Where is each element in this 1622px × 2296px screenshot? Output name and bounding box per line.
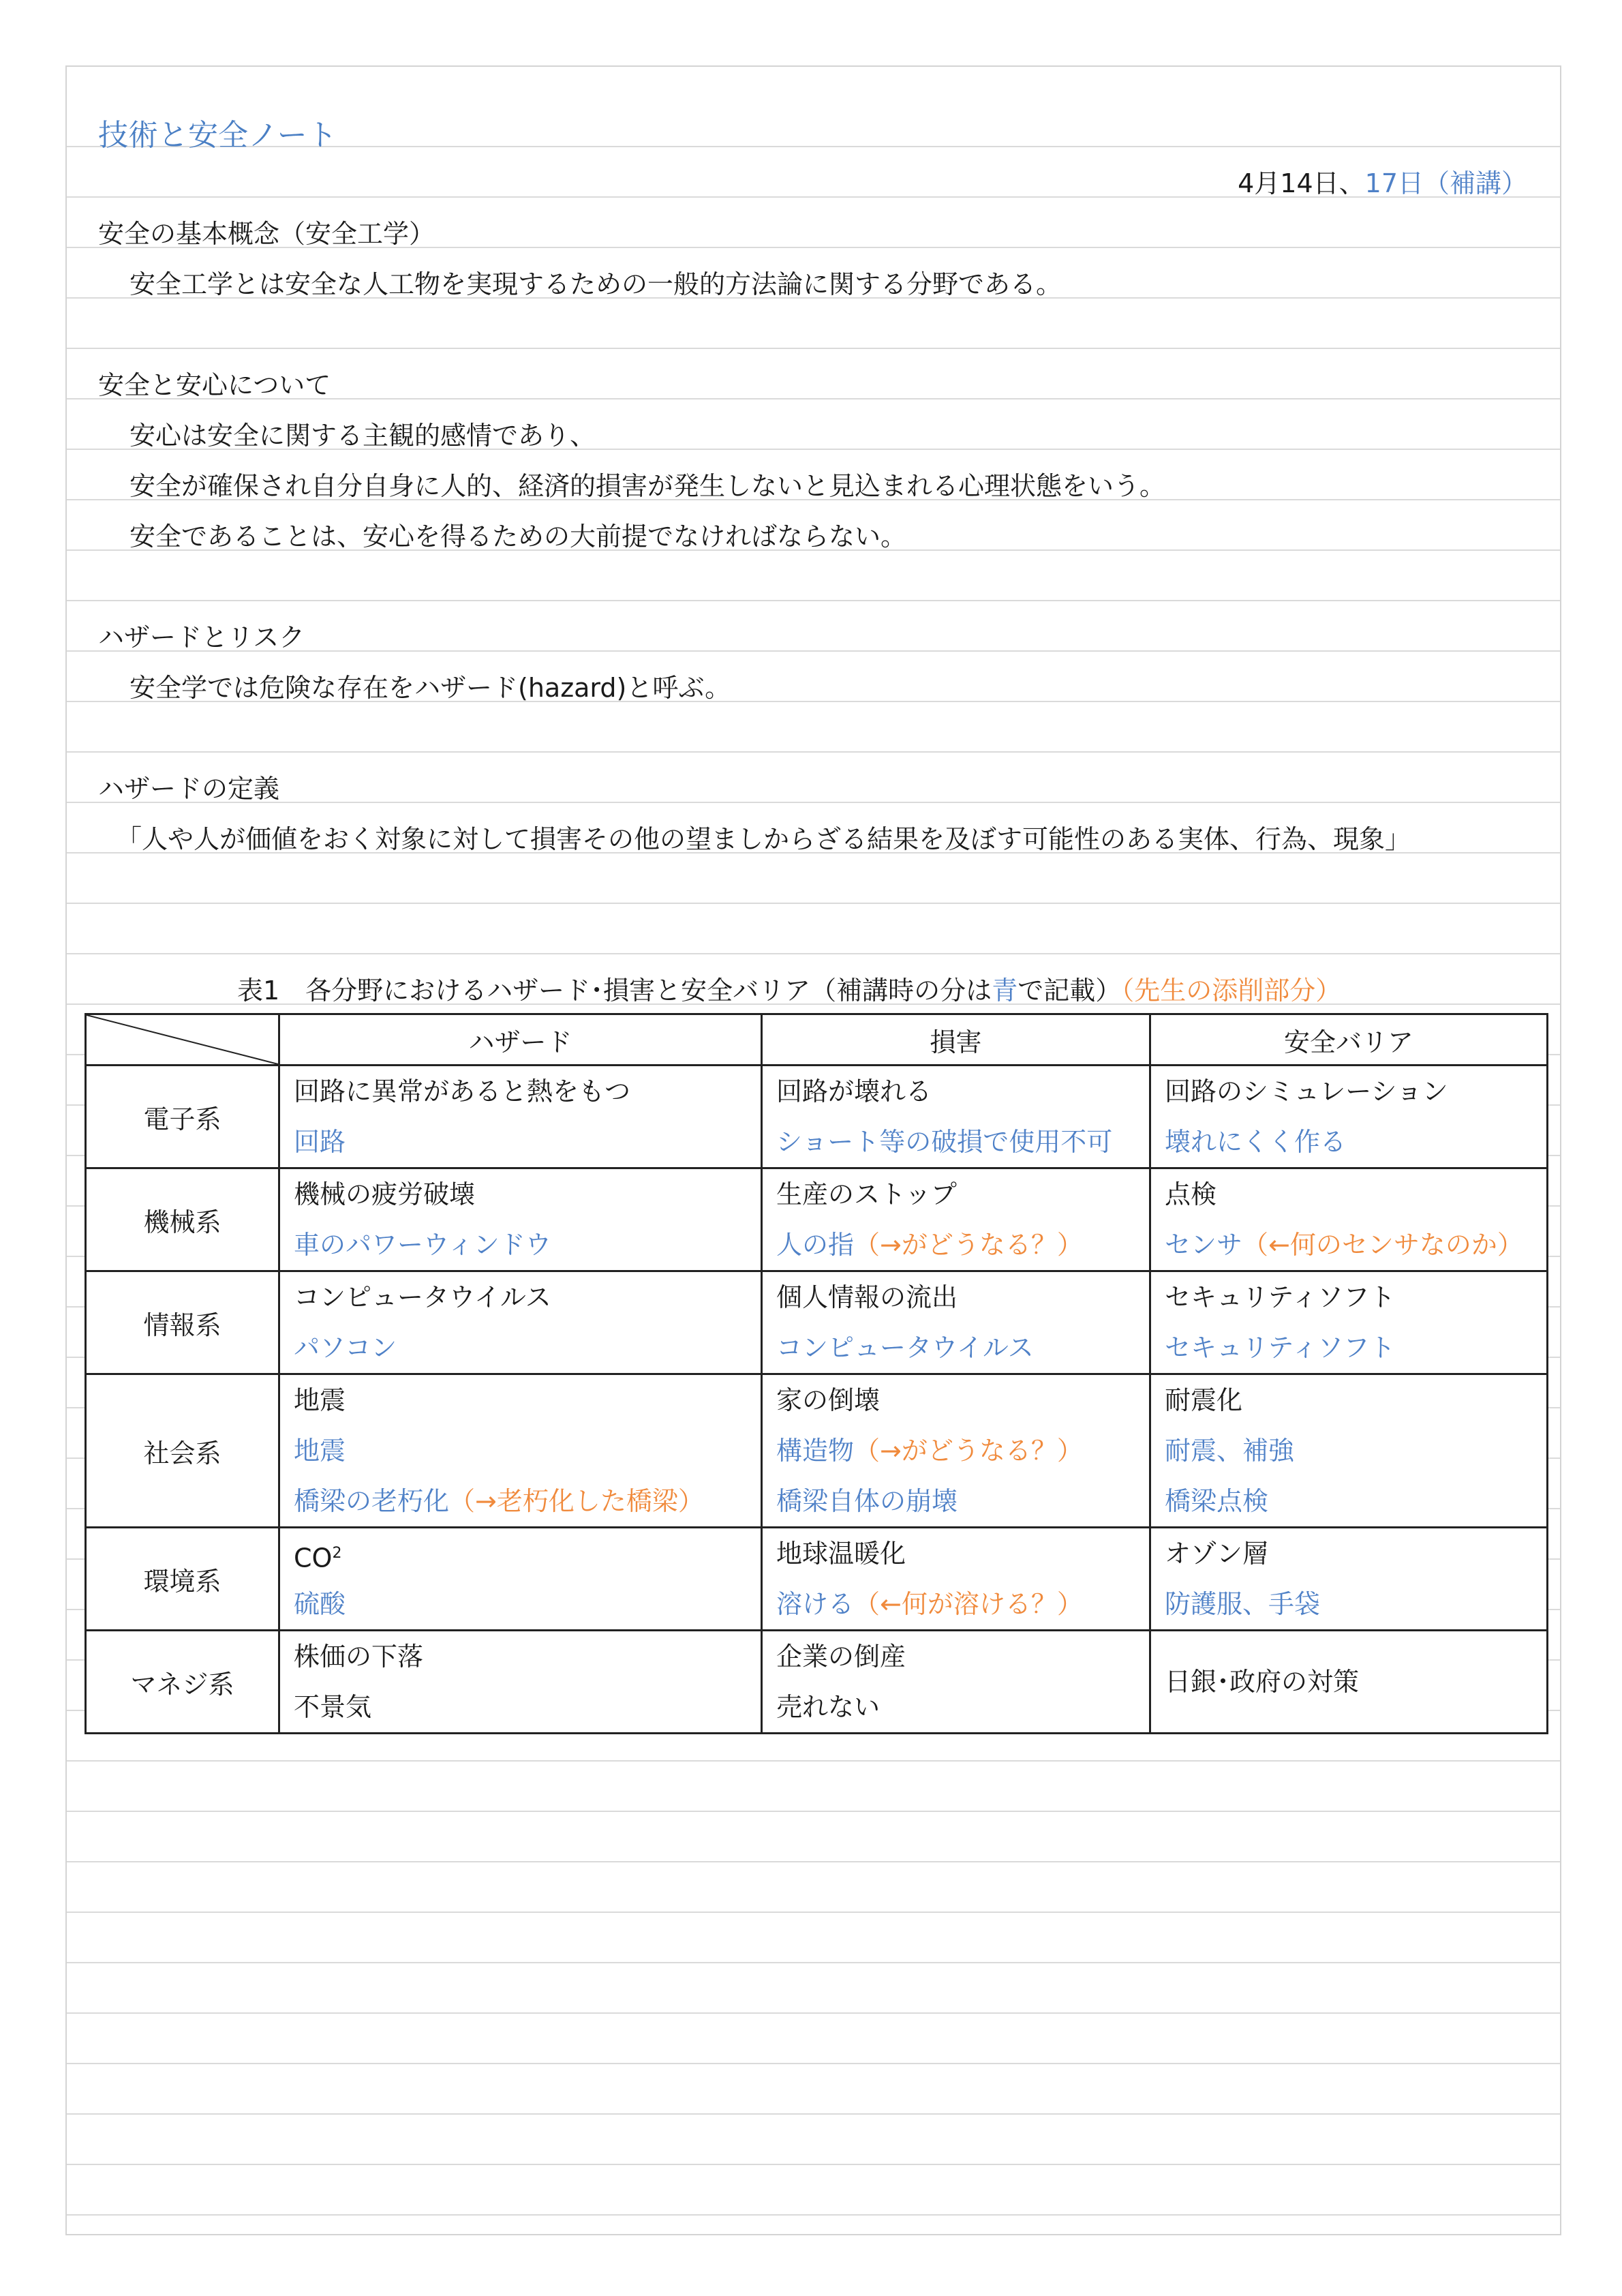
subscript-number: 2 — [332, 1545, 342, 1562]
barrier-cell — [1150, 1066, 1548, 1168]
cell-line — [776, 1579, 1135, 1629]
hazard-cell — [279, 1631, 762, 1734]
table-row — [86, 1374, 1548, 1528]
section-heading: ハザードとリスク — [98, 622, 305, 652]
ruled-line — [67, 600, 1560, 601]
ruled-line — [67, 2214, 1560, 2216]
page-title: 技術と安全ノート — [98, 118, 337, 153]
makeup-note: 人の指 — [776, 1230, 855, 1260]
caption-teacher-note: （先生の添削部分） — [1121, 976, 1342, 1006]
makeup-note: コンピュータウイルス — [776, 1333, 1034, 1363]
cell-line — [294, 1528, 747, 1579]
cell-line — [1165, 1169, 1533, 1220]
ruled-line — [67, 751, 1560, 753]
cell-line — [1165, 1425, 1533, 1476]
cell-text: 回路に異常があると熱をもつ — [294, 1076, 631, 1106]
caption-text: で記載） — [1017, 976, 1122, 1006]
cell-line — [294, 1066, 747, 1117]
cell-text: 株価の下落 — [294, 1642, 424, 1672]
makeup-note: 壊れにくく作る — [1165, 1127, 1347, 1157]
hazard-cell — [279, 1374, 762, 1528]
barrier-cell — [1150, 1271, 1548, 1374]
ruled-line — [67, 1962, 1560, 1963]
category-cell: 情報系 — [86, 1271, 279, 1374]
teacher-correction: （←何が溶ける？） — [854, 1589, 1083, 1619]
ruled-line — [67, 2063, 1560, 2064]
section-heading: 安全の基本概念（安全工学） — [98, 219, 435, 249]
section-text: 安全工学とは安全な人工物を実現するための一般的方法論に関する分野である。 — [129, 269, 1062, 299]
makeup-note: 地震 — [294, 1436, 346, 1466]
makeup-note: 橋梁自体の崩壊 — [776, 1486, 958, 1516]
table-row — [86, 1528, 1548, 1631]
makeup-note: 車のパワーウィンドウ — [294, 1230, 551, 1260]
makeup-note: 防護服、手袋 — [1165, 1589, 1321, 1619]
damage-cell — [762, 1631, 1150, 1734]
date-makeup: 17日（補講） — [1364, 168, 1527, 198]
date-line — [1238, 168, 1527, 199]
table-caption — [237, 975, 1341, 1006]
makeup-note: ショート等の破損で使用不可 — [776, 1127, 1113, 1157]
makeup-note: 溶ける — [776, 1589, 855, 1619]
date-main: 4月14日、 — [1238, 168, 1365, 198]
category-cell: 電子系 — [86, 1066, 279, 1168]
hazard-cell — [279, 1528, 762, 1631]
makeup-note: センサ — [1165, 1230, 1243, 1260]
damage-cell — [762, 1271, 1150, 1374]
column-header-barrier: 安全バリア — [1150, 1014, 1548, 1066]
hazard-cell — [279, 1271, 762, 1374]
cell-line — [1165, 1066, 1533, 1117]
section-text: 安全が確保され自分自身に人的、経済的損害が発生しないと見込まれる心理状態をいう。 — [129, 471, 1166, 501]
cell-line — [776, 1117, 1135, 1167]
cell-line — [776, 1476, 1135, 1526]
cell-line — [294, 1682, 747, 1732]
cell-text: セキュリティソフト — [1165, 1282, 1396, 1312]
cell-text: 耐震化 — [1165, 1385, 1243, 1415]
cell-line — [776, 1425, 1135, 1476]
notebook-page — [65, 65, 1561, 2235]
makeup-note: 耐震、補強 — [1165, 1436, 1295, 1466]
cell-line — [776, 1066, 1135, 1117]
ruled-line — [67, 953, 1560, 954]
barrier-cell — [1150, 1631, 1548, 1734]
cell-line — [294, 1220, 747, 1270]
caption-blue-word: 青 — [992, 976, 1018, 1006]
section-text: 安心は安全に関する主観的感情であり、 — [129, 421, 596, 451]
definition-quote: 「人や人が価値をおく対象に対して損害その他の望ましからざる結果を及ぼす可能性のある実体、行為、現象」 — [116, 824, 1411, 854]
table-row — [86, 1631, 1548, 1734]
cell-line — [1165, 1375, 1533, 1425]
barrier-cell — [1150, 1528, 1548, 1631]
table-row — [86, 1271, 1548, 1374]
ruled-line — [67, 2012, 1560, 2014]
category-cell: マネジ系 — [86, 1631, 279, 1734]
damage-cell — [762, 1066, 1150, 1168]
cell-line — [1165, 1220, 1533, 1270]
hazard-cell — [279, 1168, 762, 1271]
cell-line — [776, 1220, 1135, 1270]
ruled-line — [67, 348, 1560, 349]
ruled-line — [67, 1912, 1560, 1913]
ruled-line — [67, 2113, 1560, 2115]
cell-text: CO — [294, 1543, 333, 1573]
cell-line — [294, 1579, 747, 1629]
cell-line — [294, 1375, 747, 1425]
cell-text: 売れない — [776, 1692, 881, 1722]
cell-line — [294, 1169, 747, 1220]
cell-line — [1165, 1579, 1533, 1629]
teacher-correction: （→がどうなる？） — [854, 1436, 1083, 1466]
cell-line — [1165, 1657, 1533, 1707]
category-cell: 機械系 — [86, 1168, 279, 1271]
cell-line — [776, 1528, 1135, 1579]
teacher-correction: （→がどうなる？） — [854, 1230, 1083, 1260]
column-header-damage: 損害 — [762, 1014, 1150, 1066]
column-header-hazard: ハザード — [279, 1014, 762, 1066]
cell-text: 生産のストップ — [776, 1179, 957, 1209]
table-row — [86, 1168, 1548, 1271]
damage-cell — [762, 1374, 1150, 1528]
teacher-correction: （←何のセンサなのか） — [1242, 1230, 1523, 1260]
makeup-note: セキュリティソフト — [1165, 1333, 1396, 1363]
makeup-note: 構造物 — [776, 1436, 855, 1466]
ruled-line — [67, 2164, 1560, 2165]
cell-line — [776, 1682, 1135, 1732]
cell-line — [776, 1272, 1135, 1323]
cell-text: 不景気 — [294, 1692, 372, 1722]
makeup-note: 橋梁の老朽化 — [294, 1486, 450, 1516]
section-heading: ハザードの定義 — [98, 774, 280, 804]
table-row — [86, 1066, 1548, 1168]
cell-line — [1165, 1272, 1533, 1323]
ruled-line — [67, 1861, 1560, 1862]
cell-line — [294, 1631, 747, 1682]
makeup-note: パソコン — [294, 1333, 397, 1363]
makeup-note: 回路 — [294, 1127, 346, 1157]
cell-text: 地球温暖化 — [776, 1539, 906, 1569]
damage-cell — [762, 1528, 1150, 1631]
cell-line — [776, 1631, 1135, 1682]
teacher-correction: （→老朽化した橋梁） — [449, 1486, 704, 1516]
cell-line — [1165, 1476, 1533, 1526]
cell-text: 家の倒壊 — [776, 1385, 881, 1415]
barrier-cell — [1150, 1168, 1548, 1271]
damage-cell — [762, 1168, 1150, 1271]
cell-text: コンピュータウイルス — [294, 1282, 551, 1312]
cell-text: 企業の倒産 — [776, 1642, 906, 1672]
cell-text: 個人情報の流出 — [776, 1282, 958, 1312]
cell-line — [776, 1323, 1135, 1373]
cell-text: 回路のシミュレーション — [1165, 1076, 1448, 1106]
category-cell: 環境系 — [86, 1528, 279, 1631]
cell-line — [294, 1272, 747, 1323]
section-text: 安全学では危険な存在をハザード(hazard)と呼ぶ。 — [129, 673, 731, 703]
cell-line — [294, 1476, 747, 1526]
cell-line — [294, 1425, 747, 1476]
table-header-row — [86, 1014, 1548, 1066]
section-heading: 安全と安心について — [98, 370, 331, 400]
cell-text: 点検 — [1165, 1179, 1217, 1209]
cell-text: 回路が壊れる — [776, 1076, 932, 1106]
section-text: 安全であることは、安心を得るための大前提でなければならない。 — [129, 522, 907, 552]
makeup-note: 硫酸 — [294, 1589, 346, 1619]
caption-text: 表1 各分野におけるハザード･損害と安全バリア（補講時の分は — [237, 976, 992, 1006]
ruled-line — [67, 1811, 1560, 1812]
cell-text: 地震 — [294, 1385, 346, 1415]
cell-text: 機械の疲労破壊 — [294, 1179, 476, 1209]
ruled-line — [67, 802, 1560, 803]
cell-line — [1165, 1528, 1533, 1579]
category-cell: 社会系 — [86, 1374, 279, 1528]
diagonal-line — [87, 1015, 278, 1064]
cell-text: オゾン層 — [1165, 1539, 1269, 1569]
cell-line — [776, 1375, 1135, 1425]
ruled-line — [67, 1760, 1560, 1762]
cell-line — [776, 1169, 1135, 1220]
cell-line — [1165, 1323, 1533, 1373]
hazard-table — [85, 1013, 1548, 1734]
cell-text: 日銀･政府の対策 — [1165, 1667, 1360, 1697]
hazard-cell — [279, 1066, 762, 1168]
cell-line — [1165, 1117, 1533, 1167]
barrier-cell — [1150, 1374, 1548, 1528]
cell-line — [294, 1117, 747, 1167]
cell-line — [294, 1323, 747, 1373]
ruled-line — [67, 903, 1560, 904]
corner-cell — [86, 1014, 279, 1066]
makeup-note: 橋梁点検 — [1165, 1486, 1269, 1516]
